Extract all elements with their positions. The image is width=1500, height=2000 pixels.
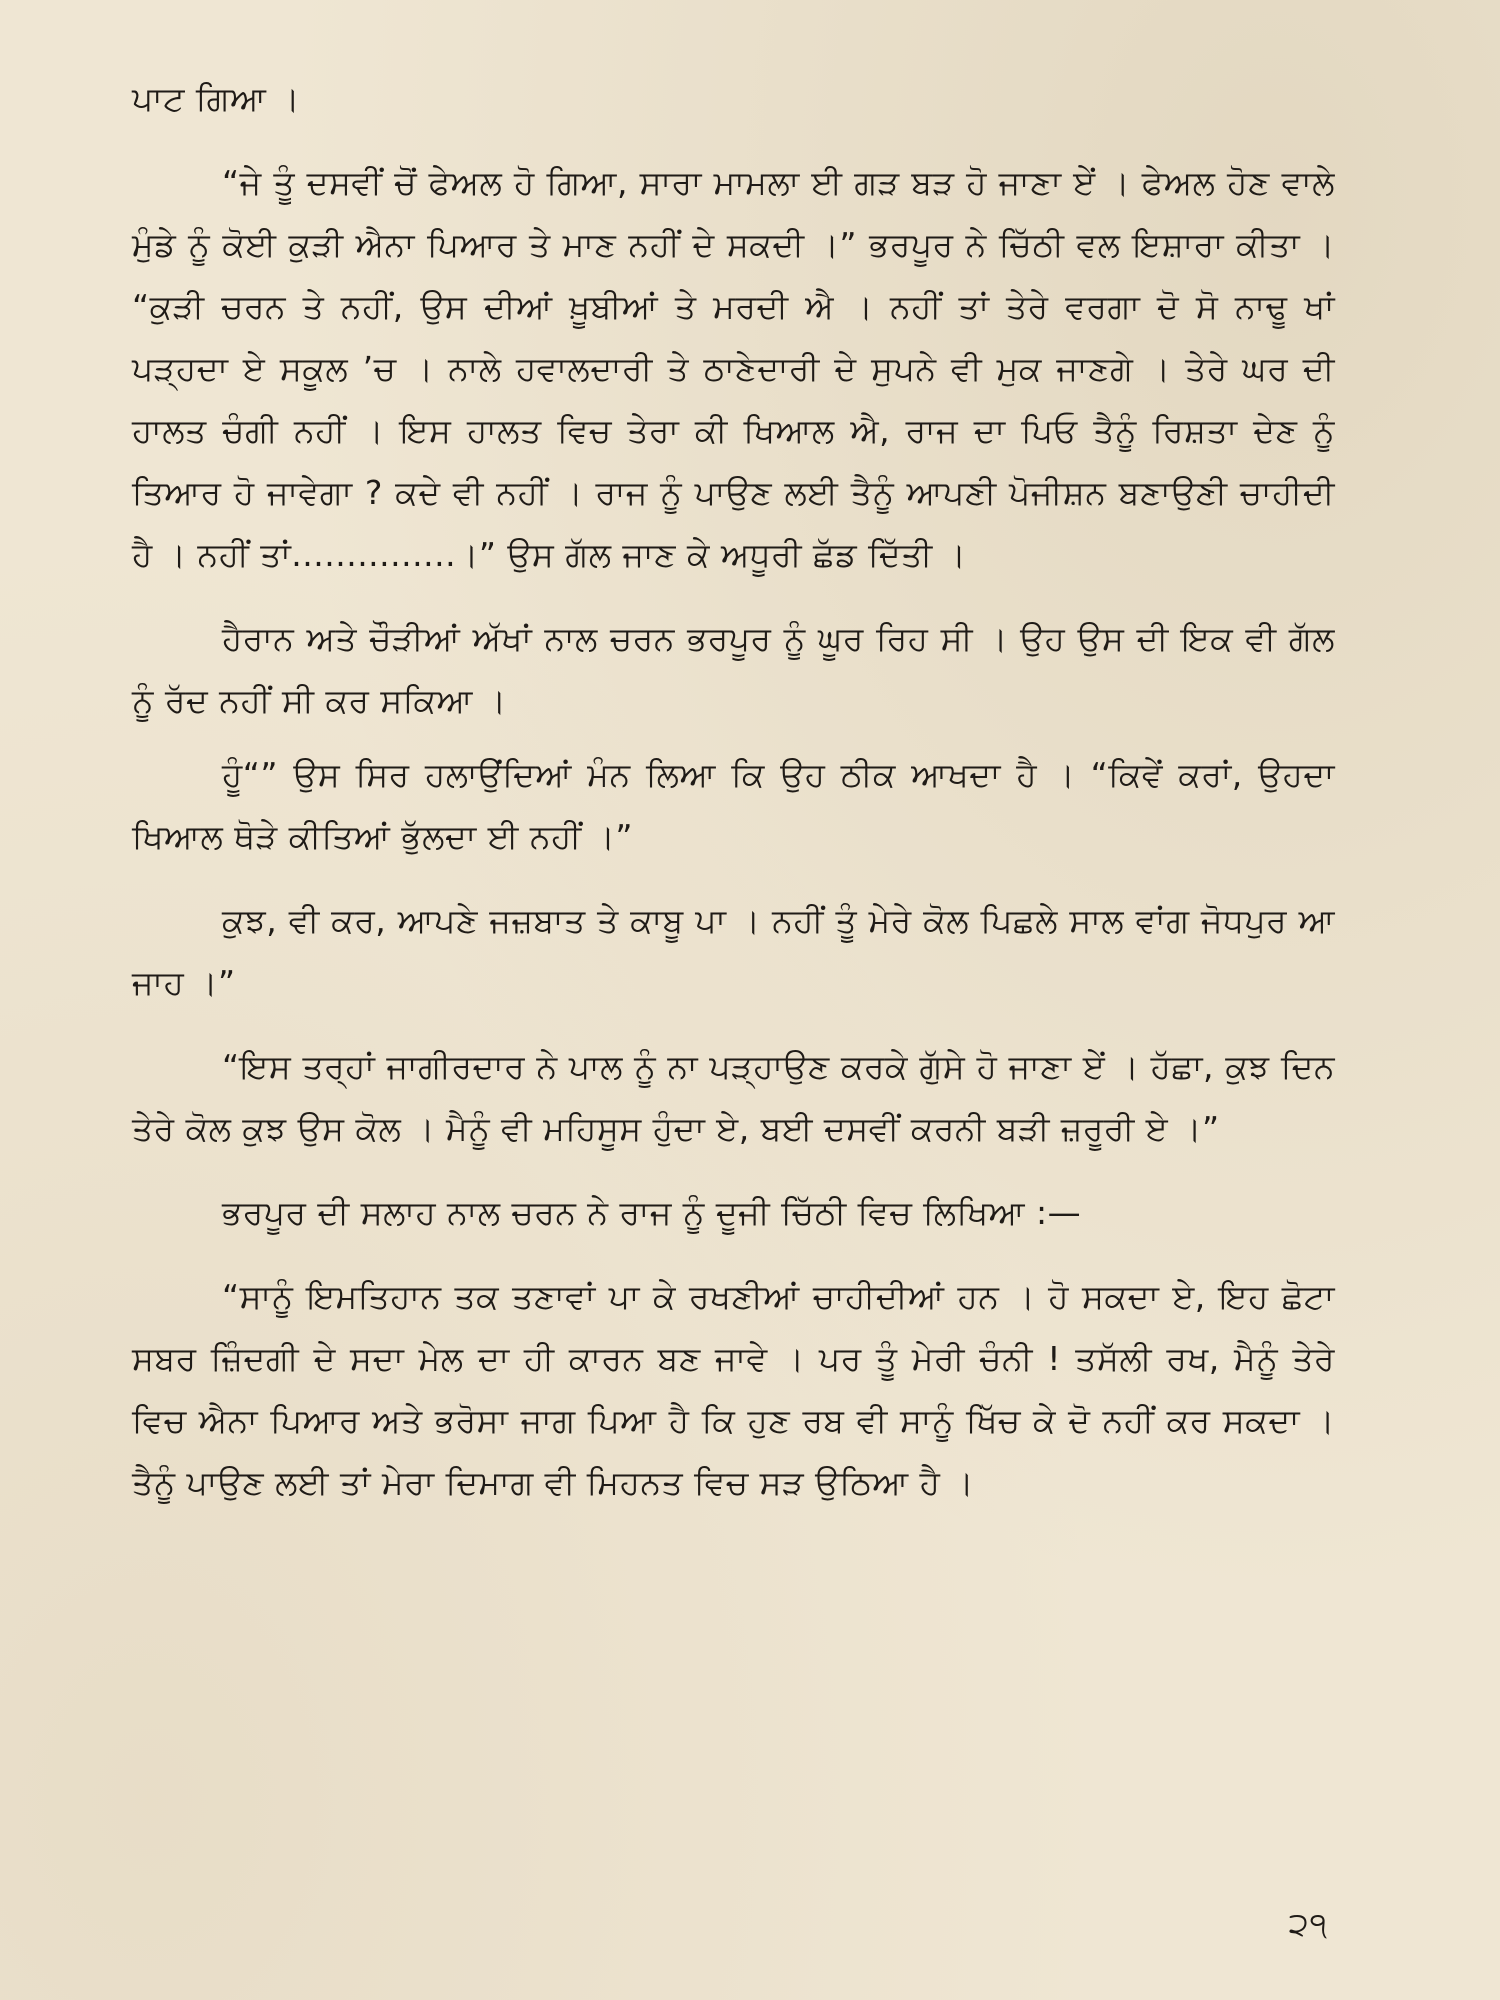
paragraph-letter-text: “ਸਾਨੂੰ ਇਮਤਿਹਾਨ ਤਕ ਤਣਾਵਾਂ ਪਾ ਕੇ ਰਖਣੀਆਂ ਚਾਹੀਦੀਆਂ ਹਨ । ਹੋ ਸਕਦਾ ਏ, ਇਹ ਛੋਟਾ ਸਬਰ ਜ਼ਿੰਦਗੀ ਦੇ ਸਦਾ ਮੇਲ ਦਾ ਹੀ ਕਾਰਨ ਬਣ ਜਾਵੇ । ਪਰ ਤੂੰ ਮੇਰੀ ਚੰਨੀ ! ਤਸੱਲੀ ਰਖ, ਮੈਨੂੰ ਤੇਰੇ ਵਿਚ ਐਨਾ ਪਿਆਰ ਅਤੇ ਭਰੋਸਾ ਜਾਗ ਪਿਆ ਹੈ ਕਿ ਹੁਣ ਰਬ ਵੀ ਸਾਨੂੰ ਖਿੱਚ ਕੇ ਦੋ ਨਹੀਂ ਕਰ ਸਕਦਾ । ਤੈਨੂੰ ਪਾਉਣ ਲਈ ਤਾਂ ਮੇਰਾ ਦਿਮਾਗ ਵੀ ਮਿਹਨਤ ਵਿਚ ਸੜ ਉਠਿਆ ਹੈ । xyxy=(132,1277,1335,1502)
paragraph-charan-staring: ਹੈਰਾਨ ਅਤੇ ਚੌੜੀਆਂ ਅੱਖਾਂ ਨਾਲ ਚਰਨ ਭਰਪੂਰ ਨੂੰ ਘੂਰ ਰਿਹ ਸੀ । ਉਹ ਉਸ ਦੀ ਇਕ ਵੀ ਗੱਲ ਨੂੰ ਰੱਦ ਨਹੀਂ ਸੀ ਕਰ ਸਕਿਆ । xyxy=(132,619,1335,720)
paragraph-control-feelings: ਕੁਝ, ਵੀ ਕਰ, ਆਪਣੇ ਜਜ਼ਬਾਤ ਤੇ ਕਾਬੂ ਪਾ । ਨਹੀਂ ਤੂੰ ਮੇਰੇ ਕੋਲ ਪਿਛਲੇ ਸਾਲ ਵਾਂਗ ਜੋਧਪੁਰ ਆ ਜਾਹ ।” xyxy=(132,901,1335,1002)
paragraph-second-letter-intro: ਭਰਪੂਰ ਦੀ ਸਲਾਹ ਨਾਲ ਚਰਨ ਨੇ ਰਾਜ ਨੂੰ ਦੂਜੀ ਚਿੱਠੀ ਵਿਚ ਲਿਖਿਆ :— xyxy=(222,1193,1082,1232)
paragraph-charan-agrees: ਹੂੰ“” ਉਸ ਸਿਰ ਹਲਾਉਂਦਿਆਂ ਮੰਨ ਲਿਆ ਕਿ ਉਹ ਠੀਕ ਆਖਦਾ ਹੈ । “ਕਿਵੇਂ ਕਰਾਂ, ਉਹਦਾ ਖਿਆਲ ਥੋੜੇ ਕੀਤਿਆਂ ਭੁੱਲਦਾ ਈ ਨਹੀਂ ।” xyxy=(132,755,1335,856)
paragraph-jagirdar: “ਇਸ ਤਰ੍ਹਾਂ ਜਾਗੀਰਦਾਰ ਨੇ ਪਾਲ ਨੂੰ ਨਾ ਪੜ੍ਹਾਉਣ ਕਰਕੇ ਗੁੱਸੇ ਹੋ ਜਾਣਾ ਏਂ । ਹੱਛਾ, ਕੁਝ ਦਿਨ ਤੇਰੇ ਕੋਲ ਕੁਝ ਉਸ ਕੋਲ । ਮੈਨੂੰ ਵੀ ਮਹਿਸੂਸ ਹੁੰਦਾ ਏ, ਬਈ ਦਸਵੀਂ ਕਰਨੀ ਬੜੀ ਜ਼ਰੂਰੀ ਏ ।” xyxy=(132,1047,1335,1148)
paragraph-continuation: ਪਾਟ ਗਿਆ । xyxy=(132,79,301,118)
page-number: ੨੧ xyxy=(1288,1905,1328,1943)
paragraph-bharpur-advice: “ਜੇ ਤੂੰ ਦਸਵੀਂ ਚੋਂ ਫੇਅਲ ਹੋ ਗਿਆ, ਸਾਰਾ ਮਾਮਲਾ ਈ ਗੜ ਬੜ ਹੋ ਜਾਣਾ ਏਂ । ਫੇਅਲ ਹੋਣ ਵਾਲੇ ਮੁੰਡੇ ਨੂੰ ਕੋਈ ਕੁੜੀ ਐਨਾ ਪਿਆਰ ਤੇ ਮਾਣ ਨਹੀਂ ਦੇ ਸਕਦੀ ।” ਭਰਪੂਰ ਨੇ ਚਿੱਠੀ ਵਲ ਇਸ਼ਾਰਾ ਕੀਤਾ । “ਕੁੜੀ ਚਰਨ ਤੇ ਨਹੀਂ, ਉਸ ਦੀਆਂ ਖ਼ੂਬੀਆਂ ਤੇ ਮਰਦੀ ਐ । ਨਹੀਂ ਤਾਂ ਤੇਰੇ ਵਰਗਾ ਦੋ ਸੋ ਨਾਢੂ ਖਾਂ ਪੜ੍ਹਦਾ ਏ ਸਕੂਲ ’ਚ । ਨਾਲੇ ਹਵਾਲਦਾਰੀ ਤੇ ਠਾਣੇਦਾਰੀ ਦੇ ਸੁਪਨੇ ਵੀ ਮੁਕ ਜਾਣਗੇ । ਤੇਰੇ ਘਰ ਦੀ ਹਾਲਤ ਚੰਗੀ ਨਹੀਂ । ਇਸ ਹਾਲਤ ਵਿਚ ਤੇਰਾ ਕੀ ਖਿਆਲ ਐ, ਰਾਜ ਦਾ ਪਿਓ ਤੈਨੂੰ ਰਿਸ਼ਤਾ ਦੇਣ ਨੂੰ ਤਿਆਰ ਹੋ ਜਾਵੇਗਾ ? ਕਦੇ ਵੀ ਨਹੀਂ । ਰਾਜ ਨੂੰ ਪਾਉਣ ਲਈ ਤੈਨੂੰ ਆਪਣੀ ਪੋਜੀਸ਼ਨ ਬਣਾਉਣੀ ਚਾਹੀਦੀ ਹੈ । ਨਹੀਂ ਤਾਂ...............।” ਉਸ ਗੱਲ ਜਾਣ ਕੇ ਅਧੂਰੀ ਛੱਡ ਦਿੱਤੀ । xyxy=(132,163,1335,574)
page-text xyxy=(132,68,1335,1514)
